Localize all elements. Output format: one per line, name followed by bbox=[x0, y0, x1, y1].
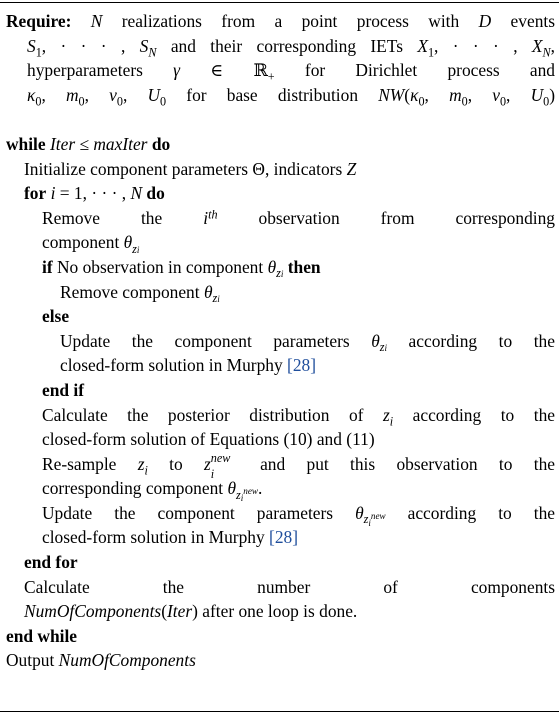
remove-line-1: Remove the $i^{th}$ observation from corresponding bbox=[42, 207, 555, 228]
calc-line-2: closed-form solution of Equations (10) and (11) bbox=[42, 429, 375, 450]
update-line-2: closed-form solution in Murphy [28] bbox=[60, 355, 317, 376]
if-line: if No observation in component $\theta_{zi}$ then bbox=[42, 256, 321, 281]
update2-line-1: Update the component parameters $\theta_{zinew}$ according to the bbox=[42, 502, 555, 528]
for-line: for i = 1, · · · , N do bbox=[24, 183, 165, 204]
update2-line-2: closed-form solution in Murphy [28] bbox=[42, 527, 299, 548]
end-if-line: end if bbox=[42, 379, 85, 400]
update-line-1: Update the component parameters $\theta_{zi}$ according to the bbox=[60, 330, 555, 354]
require-label: Require: bbox=[6, 11, 72, 31]
else-line: else bbox=[42, 306, 70, 327]
end-for-line: end for bbox=[24, 552, 78, 573]
require-line-2: $S_1$, · · · , $S_N$ and their corresponding IETs $X_1$, · · · , $X_N$, bbox=[27, 35, 555, 59]
remove-comp-line: Remove component $\theta_{zi}$ bbox=[60, 281, 220, 305]
while-line: while Iter ≤ maxIter do bbox=[6, 133, 171, 154]
require-line-3: hyperparameters γ ∈ ℝ$_+$ for Dirichlet process and bbox=[27, 60, 555, 84]
citation-link[interactable]: [28] bbox=[287, 355, 317, 376]
algorithm-block bbox=[6, 9, 555, 673]
require-line-1: Require: N realizations from a point process with D events bbox=[6, 11, 555, 31]
calc-line-1: Calculate the posterior distribution of $z_i$ according to the bbox=[42, 404, 555, 428]
calc-num-line-2: NumOfComponents(Iter) after one loop is done. bbox=[24, 601, 358, 622]
resample-line-1: Re-sample $z_i$ to z new i and put this observation to the bbox=[42, 451, 555, 481]
output-line: Output NumOfComponents bbox=[6, 650, 196, 671]
bottom-rule bbox=[0, 711, 559, 712]
end-while-line: end while bbox=[6, 625, 78, 646]
init-line: Initialize component parameters Θ, indicators Z bbox=[24, 158, 357, 179]
resample-line-2: corresponding component $\theta_{zinew}$. bbox=[42, 478, 263, 504]
require-line-4: $\kappa_0$, $m_0$, $\nu_0$, $U_0$ for base distribution $NW(\kappa_0$, $m_0$, $\nu_0$, $U_0$) bbox=[27, 84, 556, 109]
remove-line-2: component $\theta_{zi}$ bbox=[42, 232, 140, 256]
top-rule bbox=[0, 2, 559, 3]
calc-num-line-1: Calculate the number of components bbox=[24, 576, 555, 597]
citation-link-2[interactable]: [28] bbox=[269, 527, 299, 548]
